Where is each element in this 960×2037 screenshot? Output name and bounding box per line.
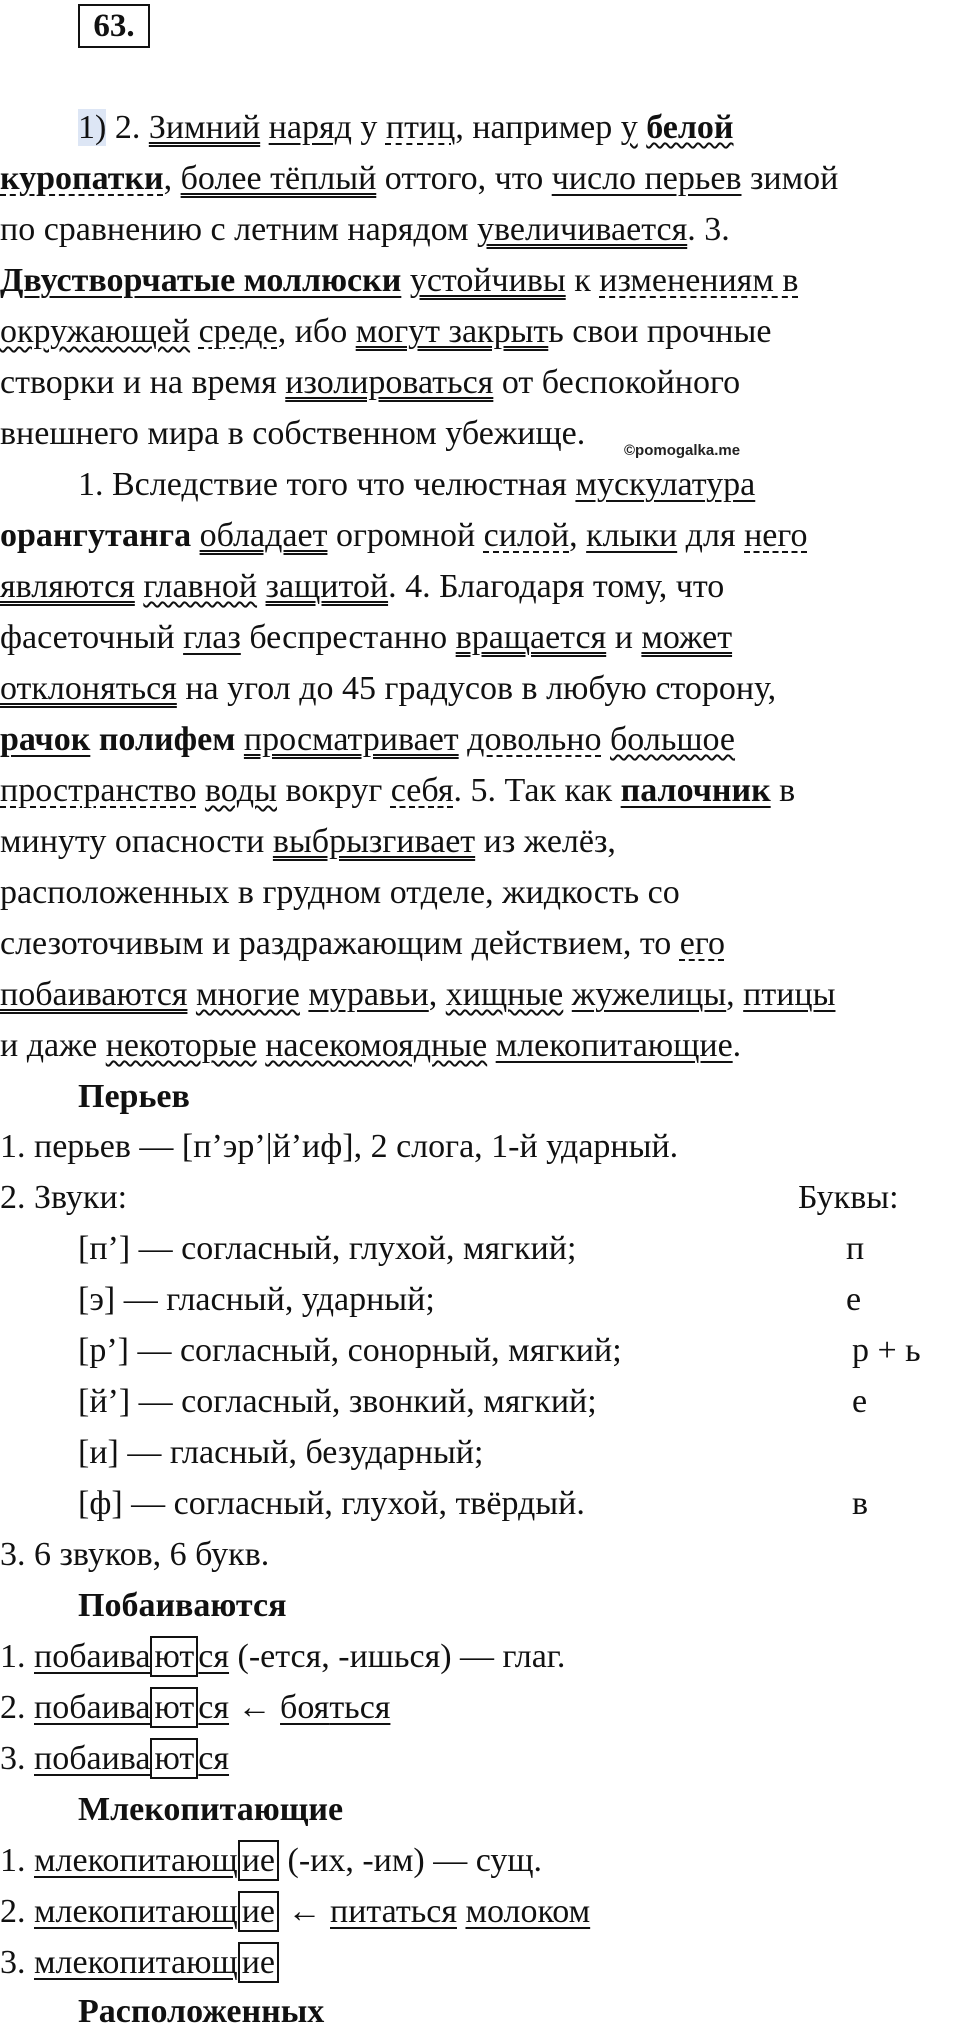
word: палочник xyxy=(620,772,771,809)
text: , xyxy=(569,517,587,554)
word-stem: побаива xyxy=(34,1689,151,1726)
text: по сравнению с летним нарядом xyxy=(0,211,478,248)
mlek-line-2 xyxy=(0,1886,590,1937)
heading-perev: Перьев xyxy=(78,1078,190,1115)
letter-cell: е xyxy=(846,1281,862,1318)
text: 2. xyxy=(0,1893,34,1930)
text: оттого, что xyxy=(376,160,552,197)
text xyxy=(401,262,410,299)
p2-line-7 xyxy=(0,765,795,816)
word-ending: ие xyxy=(238,1891,279,1932)
letters-label: Буквы: xyxy=(798,1179,899,1216)
word-ending: ют xyxy=(150,1738,198,1779)
related-word: боя xyxy=(280,1689,330,1726)
text xyxy=(459,721,468,758)
heading-mlekopitayushchie: Млекопитающие xyxy=(78,1791,344,1828)
text: и даже xyxy=(0,1027,106,1064)
text: из желёз, xyxy=(475,823,616,860)
word: некоторые xyxy=(105,1027,257,1064)
word-stem: млекопитающ xyxy=(34,1842,238,1879)
text: к xyxy=(565,262,600,299)
text xyxy=(187,976,196,1013)
exercise-number: 63. xyxy=(78,4,150,48)
word: птиц xyxy=(385,109,456,146)
word: просматривает xyxy=(243,721,459,758)
p1-line-2 xyxy=(0,153,838,204)
word: у xyxy=(620,109,638,146)
text xyxy=(260,109,269,146)
word: могут закрыт xyxy=(355,313,549,350)
word: орангутанга xyxy=(0,517,192,554)
text: ь xyxy=(548,313,564,350)
text: свои прочные xyxy=(563,313,772,350)
mlek-line-1 xyxy=(0,1835,542,1886)
perev-summary: 3. 6 звуков, 6 букв. xyxy=(0,1536,270,1573)
word: Зимний xyxy=(148,109,261,146)
text: , например xyxy=(455,109,621,146)
p2-line-3 xyxy=(0,561,724,612)
p2-line-5 xyxy=(0,663,776,714)
word-ending: ют xyxy=(150,1636,198,1677)
text: , xyxy=(726,976,744,1013)
word: его xyxy=(679,925,725,962)
text: минуту опасности xyxy=(0,823,273,860)
word: Двустворчатые моллюски xyxy=(0,262,402,299)
text: зимой xyxy=(741,160,839,197)
sound-row: [э] — гласный, ударный; xyxy=(78,1281,435,1318)
sound-row: [й’] — согласный, звонкий, мягкий; xyxy=(78,1383,597,1420)
word: глаз xyxy=(183,619,241,656)
p2-line-9: расположенных в грудном отделе, жидкость со xyxy=(0,874,680,911)
text xyxy=(235,721,244,758)
text: , ибо xyxy=(277,313,356,350)
word-stem: побаива xyxy=(34,1638,151,1675)
pob-line-2 xyxy=(0,1682,390,1733)
word: наряд xyxy=(268,109,352,146)
word-postfix: ся xyxy=(198,1689,230,1726)
word-postfix: ся xyxy=(198,1740,230,1777)
word: воды xyxy=(204,772,277,809)
text: (-ется, -ишься) — глаг. xyxy=(229,1638,566,1675)
word: может xyxy=(641,619,733,656)
text: вокруг xyxy=(276,772,391,809)
word: себя xyxy=(390,772,454,809)
word: млекопитающие xyxy=(495,1027,733,1064)
heading-pobaivayutsya: Побаиваются xyxy=(78,1587,287,1624)
p1-line-4 xyxy=(0,255,798,306)
sound-row: [п’] — согласный, глухой, мягкий; xyxy=(78,1230,577,1267)
text: на угол до 45 градусов в любую сторону, xyxy=(176,670,777,707)
text xyxy=(602,721,611,758)
related-word-suffix: ться xyxy=(329,1689,391,1726)
word: являются xyxy=(0,568,135,605)
p1-line-3 xyxy=(0,204,730,255)
text: створки и на время xyxy=(0,364,286,401)
text xyxy=(90,721,99,758)
text: у xyxy=(351,109,386,146)
p2-line-6 xyxy=(0,714,735,765)
letter-cell: п xyxy=(846,1230,865,1267)
pob-line-3 xyxy=(0,1733,229,1784)
p2-line-12 xyxy=(0,1020,741,1071)
text: 3. xyxy=(0,1944,34,1981)
word-postfix: ся xyxy=(198,1638,230,1675)
text: слезоточивым и раздражающим действием, то xyxy=(0,925,680,962)
word: птицы xyxy=(743,976,836,1013)
word: полифем xyxy=(98,721,236,758)
word: вращается xyxy=(455,619,607,656)
text xyxy=(487,1027,496,1064)
word: жужелицы xyxy=(571,976,727,1013)
word: многие xyxy=(195,976,300,1013)
word-ending: ие xyxy=(238,1840,279,1881)
word: окружающей xyxy=(0,313,191,350)
text: . 4. Благодаря тому, что xyxy=(388,568,725,605)
p2-line-4 xyxy=(0,612,732,663)
text: 2. xyxy=(0,1689,34,1726)
text xyxy=(196,772,205,809)
word-ending: ют xyxy=(150,1687,198,1728)
text: беспрестанно xyxy=(240,619,456,656)
letter-cell: р + ь xyxy=(852,1332,921,1369)
word: отклоняться xyxy=(0,670,177,707)
word: белой xyxy=(646,109,734,146)
word: среде xyxy=(198,313,278,350)
word: мускулатура xyxy=(575,466,756,503)
p2-line-2 xyxy=(0,510,807,561)
paragraph-marker: 1) xyxy=(78,109,107,146)
text xyxy=(257,1027,266,1064)
word: число перьев xyxy=(551,160,742,197)
text: 1. xyxy=(0,1842,34,1879)
text: . 5. Так как xyxy=(453,772,621,809)
p1-line-7: внешнего мира в собственном убежище. xyxy=(0,415,586,452)
p1-line-5 xyxy=(0,306,771,357)
letter-cell: в xyxy=(852,1485,869,1522)
word: изолироваться xyxy=(285,364,494,401)
pob-line-1 xyxy=(0,1631,565,1682)
word: клыки xyxy=(586,517,678,554)
text xyxy=(191,517,200,554)
p2-line-8 xyxy=(0,816,616,867)
word: пространство xyxy=(0,772,197,809)
heading-raspolozhennyh: Расположенных xyxy=(78,1993,325,2030)
word: выбрызгивает xyxy=(272,823,476,860)
word: силой xyxy=(483,517,570,554)
related-word: питаться xyxy=(330,1893,457,1930)
word: более тёплый xyxy=(180,160,377,197)
p1-line-1 xyxy=(78,102,734,153)
word: главной xyxy=(143,568,258,605)
p2-line-10 xyxy=(0,918,725,969)
word-stem: побаива xyxy=(34,1740,151,1777)
word: изменениям в xyxy=(599,262,799,299)
related-word: молоком xyxy=(465,1893,591,1930)
text: в xyxy=(770,772,796,809)
text: 3. xyxy=(0,1740,34,1777)
text xyxy=(638,109,647,146)
watermark: ©pomogalka.me xyxy=(624,442,741,459)
word-stem: млекопитающ xyxy=(34,1893,238,1930)
text: огромной xyxy=(327,517,484,554)
text: 1. Вследствие того что челюстная xyxy=(78,466,576,503)
text xyxy=(190,313,199,350)
sound-row: [р’] — согласный, сонорный, мягкий; xyxy=(78,1332,622,1369)
word: куропатки xyxy=(0,160,164,197)
word: обладает xyxy=(199,517,328,554)
p2-line-11 xyxy=(0,969,835,1020)
word: хищные xyxy=(445,976,564,1013)
word: увеличивается xyxy=(477,211,688,248)
arrow-icon: ← xyxy=(279,1893,330,1930)
sound-row: [ф] — согласный, глухой, твёрдый. xyxy=(78,1485,585,1522)
text: . xyxy=(732,1027,742,1064)
text: для xyxy=(677,517,745,554)
word-stem: млекопитающ xyxy=(34,1944,238,1981)
word: побаиваются xyxy=(0,976,188,1013)
word: защитой xyxy=(265,568,389,605)
perev-transcription: 1. перьев — [п’эр’|й’иф], 2 слога, 1-й ударный. xyxy=(0,1128,679,1165)
text: , xyxy=(163,160,181,197)
text: 1. xyxy=(0,1638,34,1675)
word: него xyxy=(744,517,808,554)
word: устойчивы xyxy=(409,262,566,299)
p1-line-6 xyxy=(0,357,740,408)
mlek-line-3 xyxy=(0,1937,279,1988)
text: фасеточный xyxy=(0,619,184,656)
word-ending: ие xyxy=(238,1942,279,1983)
arrow-icon: ← xyxy=(229,1689,281,1726)
word: рачок xyxy=(0,721,91,758)
sounds-label: 2. Звуки: xyxy=(0,1179,128,1216)
p2-line-1 xyxy=(78,459,755,510)
sound-row: [и] — гласный, безударный; xyxy=(78,1434,484,1471)
letter-cell: е xyxy=(852,1383,868,1420)
text: от беспокойного xyxy=(493,364,741,401)
text: 2. xyxy=(106,109,149,146)
word: большое xyxy=(610,721,736,758)
word: насекомоядные xyxy=(265,1027,488,1064)
text: и xyxy=(606,619,642,656)
word: довольно xyxy=(467,721,602,758)
text: (-их, -им) — сущ. xyxy=(279,1842,543,1879)
text: . 3. xyxy=(687,211,730,248)
text xyxy=(257,568,266,605)
text xyxy=(563,976,572,1013)
text: , xyxy=(428,976,446,1013)
word: муравьи xyxy=(308,976,429,1013)
